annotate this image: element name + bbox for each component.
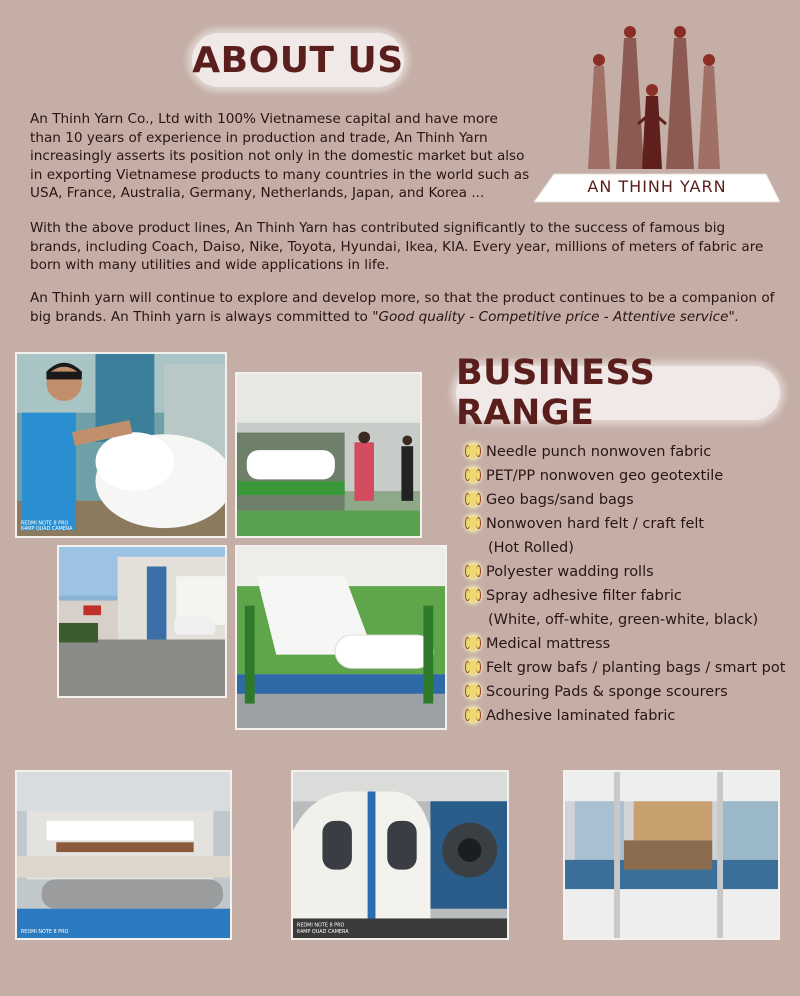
list-item-continuation: (Hot Rolled) — [488, 540, 574, 556]
about-paragraph-3 — [30, 289, 778, 326]
list-item: Nonwoven hard felt / craft felt — [466, 512, 796, 536]
bullet-icon — [466, 516, 480, 530]
bullet-icon — [466, 708, 480, 722]
photo-carding-machine — [291, 770, 509, 940]
photo-watermark-3: REDMI NOTE 8 PRO — [20, 929, 69, 936]
list-item: Spray adhesive filter fabric — [466, 584, 796, 608]
bullet-icon — [466, 660, 480, 674]
list-item: Scouring Pads & sponge scourers — [466, 680, 796, 704]
list-item: Geo bags/sand bags — [466, 488, 796, 512]
bullet-icon — [466, 564, 480, 578]
photo-office — [563, 770, 780, 940]
bullet-icon — [466, 684, 480, 698]
company-motto: Good quality - Competitive price - Attentive service". — [378, 308, 740, 325]
photo-rolling-machine — [235, 545, 447, 730]
list-item: Adhesive laminated fabric — [466, 704, 796, 728]
logo-graphic — [534, 24, 780, 204]
bullet-icon — [466, 468, 480, 482]
photo-worker-with-fiber — [15, 352, 227, 538]
about-us-heading: ABOUT US — [192, 33, 404, 87]
about-paragraph-2: With the above product lines, An Thinh Yarn has contributed significantly to the success of famous big brands, including Coach, Daiso, Nike, Toyota, Hyundai, Ikea, KIA. Every year, millions of meters of fabric are born with many utilities and wide applications in life. — [30, 220, 764, 273]
list-item: Medical mattress — [466, 632, 796, 656]
photo-production-line — [15, 770, 232, 940]
business-range-list — [466, 440, 796, 728]
an-thinh-yarn-logo — [534, 24, 780, 204]
photo-factory-exterior — [57, 545, 227, 698]
list-item: Felt grow bafs / planting bags / smart pot — [466, 656, 796, 680]
photo-watermark-1: REDMI NOTE 8 PRO — [20, 520, 69, 527]
bullet-icon — [466, 492, 480, 506]
about-paragraph-3-text: An Thinh yarn will continue to explore and develop more, so that the product continues to be a companion of big brands. An Thinh yarn is always committed to " — [30, 290, 775, 325]
bullet-icon — [466, 588, 480, 602]
photo-factory-floor — [235, 372, 422, 538]
photo-watermark-4: REDMI NOTE 8 PRO — [296, 922, 345, 929]
about-paragraph-1: An Thinh Yarn Co., Ltd with 100% Vietnamese capital and have more than 10 years of experience in production and trade, An Thinh Yarn increasingly asserts its position not only in the domestic market but also in exporting Vietnamese products to many countries in the world such as USA, France, Australia, Germany, Netherlands, Japan, and Korea ... — [30, 111, 530, 201]
photo-watermark-2: 64MP QUAD CAMERA — [20, 526, 73, 533]
business-range-heading: BUSINESS RANGE — [456, 366, 780, 420]
list-item: PET/PP nonwoven geo geotextile — [466, 464, 796, 488]
list-item: Polyester wadding rolls — [466, 560, 796, 584]
photo-watermark-5: 64MP QUAD CAMERA — [296, 929, 349, 936]
logo-text: AN THINH YARN — [587, 177, 727, 196]
list-item: Needle punch nonwoven fabric — [466, 440, 796, 464]
bullet-icon — [466, 636, 480, 650]
bullet-icon — [466, 444, 480, 458]
list-item-continuation: (White, off-white, green-white, black) — [488, 612, 759, 628]
